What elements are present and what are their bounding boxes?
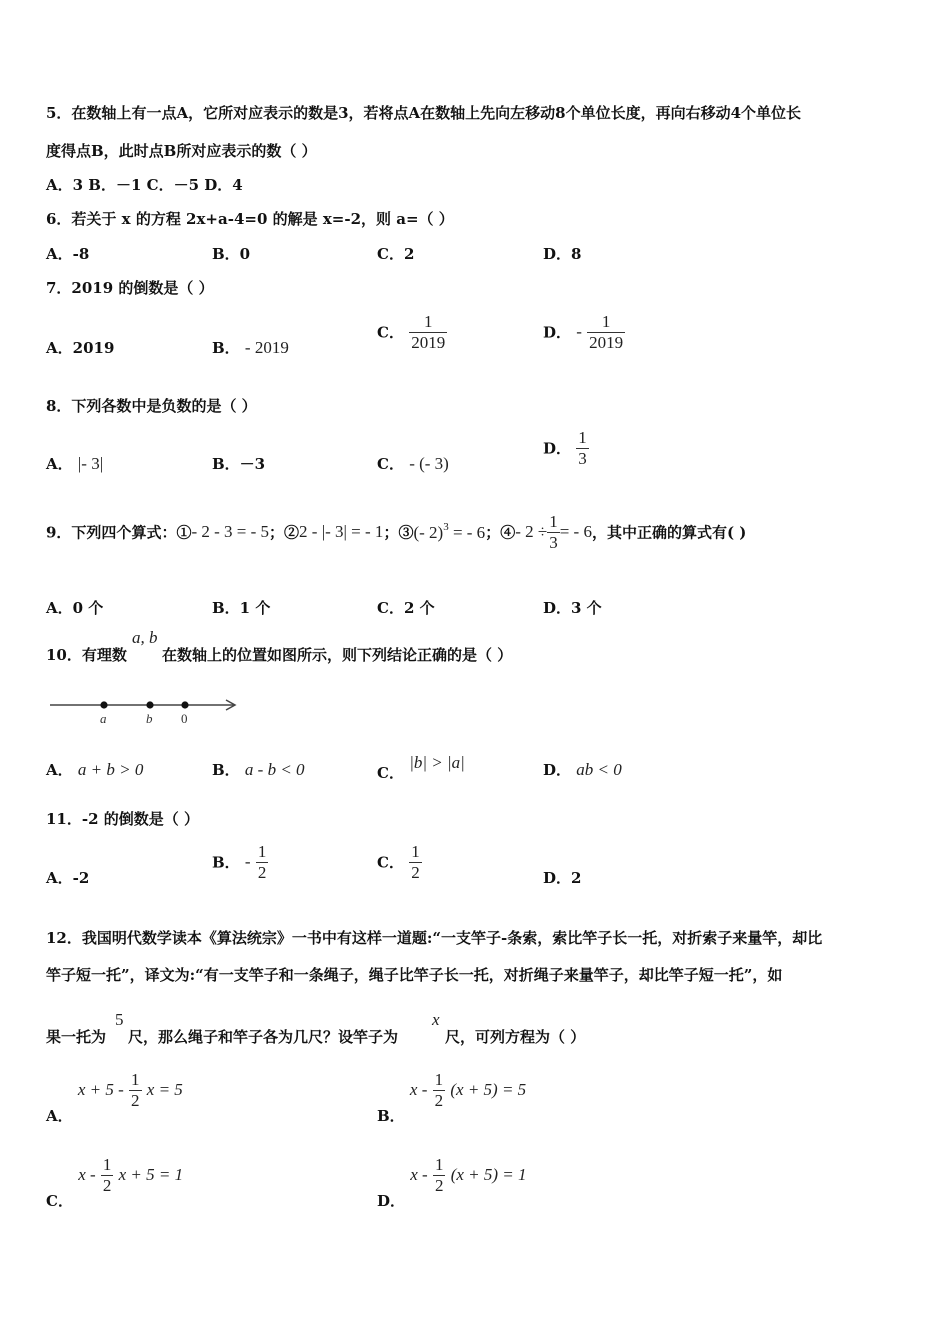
- q12-stem-line3c: 尺，可列方程为（ ）: [445, 1028, 586, 1046]
- point-a: [100, 701, 107, 708]
- q10-option-d-math: ab < 0: [576, 760, 622, 779]
- q12-option-d-num: 1: [434, 1155, 444, 1174]
- q9-expr-3: [413, 523, 485, 542]
- q12-option-a-fraction: [129, 1070, 142, 1110]
- q12-stem-line1: 12．我国明代数学读本《算法统宗》一书中有这样一道题:“一支竿子-条索，索比竿子长一托，对折索子来量竿，却比: [46, 929, 823, 947]
- q8-option-d-num: 1: [578, 428, 587, 447]
- point-b-label: b: [146, 711, 153, 726]
- q11-option-d: D．2: [543, 869, 582, 887]
- q9-sep-3: ；③: [383, 523, 414, 542]
- q12-option-a-label: A．: [46, 1107, 73, 1126]
- q9-option-b: B．1 个: [212, 599, 271, 617]
- q7-option-d: [543, 312, 625, 352]
- q9-expr-3-rest: = - 6: [448, 523, 486, 543]
- q9-option-a: A．0 个: [46, 599, 104, 617]
- q12-option-b-den: 2: [434, 1090, 444, 1110]
- q8-option-a: [46, 453, 103, 474]
- q12-option-a: [46, 1070, 183, 1126]
- q9-expr-4-pre: - 2 ÷: [515, 522, 548, 542]
- point-b: [146, 701, 153, 708]
- q7-option-c-label: C．: [377, 323, 404, 342]
- q7-option-c-den: 2019: [411, 332, 446, 352]
- q12-option-b: [377, 1070, 527, 1126]
- q9-prefix: 9．下列四个算式：①: [46, 523, 192, 542]
- q8-option-d-fraction: [576, 428, 589, 468]
- q9-option-d: D．3 个: [543, 599, 602, 617]
- q12-option-b-fraction: [433, 1070, 446, 1110]
- q12-option-b-num: 1: [434, 1070, 444, 1089]
- point-zero-label: 0: [181, 711, 188, 726]
- q10-option-b: [212, 759, 305, 780]
- q8-stem: 8．下列各数中是负数的是（ ）: [46, 397, 257, 415]
- q12-stem-line3a: 果一托为: [46, 1028, 107, 1046]
- q6-option-c: C．2: [377, 245, 415, 263]
- q9-suffix: ，其中正确的算式有( ): [591, 523, 747, 542]
- q12-option-c-den: 2: [102, 1175, 112, 1195]
- q9-expr-3-base: (- 2): [413, 523, 444, 543]
- q11-option-b-den: 2: [257, 862, 267, 882]
- q9-sep-4: ；④: [485, 523, 516, 542]
- q7-stem: 7．2019 的倒数是（ ）: [46, 279, 214, 297]
- q7-option-a: A．2019: [46, 339, 115, 357]
- q5-stem-line1: 5．在数轴上有一点A，它所对应表示的数是3，若将点A在数轴上先向左移动8个单位长度，再向右移动4个单位长: [46, 104, 802, 122]
- q8-option-b: B．－3: [212, 455, 266, 473]
- q9-expr-2: 2 - |- 3| = - 1: [299, 522, 384, 542]
- q6-stem: 6．若关于 x 的方程 2x+a-4=0 的解是 x=-2，则 a=（ ）: [46, 210, 454, 228]
- q12-option-c-fraction: [101, 1155, 114, 1195]
- q8-option-a-math: |- 3|: [77, 454, 104, 473]
- q9-expr-4-post: = - 6: [559, 522, 592, 542]
- q10-option-d: [543, 759, 622, 780]
- q8-option-d: [543, 428, 589, 468]
- q7-option-d-den: 2019: [589, 332, 624, 352]
- q9-sep-2: ；②: [269, 523, 300, 542]
- q11-option-c-fraction: [409, 842, 422, 882]
- q11-option-b-label: B．: [212, 853, 240, 872]
- q9-option-c: C．2 个: [377, 599, 435, 617]
- q11-option-c: [377, 842, 422, 882]
- q8-option-d-den: 3: [578, 448, 587, 468]
- q6-option-a: A．-8: [46, 245, 90, 263]
- q12-stem-x: x: [432, 1010, 440, 1029]
- q12-option-c-num: 1: [102, 1155, 112, 1174]
- q11-stem: 11．-2 的倒数是（ ）: [46, 810, 199, 828]
- q11-option-b-num: 1: [257, 842, 267, 861]
- q10-option-b-label: B．: [212, 761, 240, 779]
- q11-option-a: A．-2: [46, 869, 90, 887]
- q12-option-b-label: B．: [377, 1107, 405, 1126]
- q12-option-d-fraction: [433, 1155, 446, 1195]
- q12-option-b-post: (x + 5) = 5: [450, 1080, 527, 1100]
- q12-option-a-pre: x + 5 -: [77, 1080, 124, 1100]
- number-line-figure: [40, 690, 250, 730]
- q12-option-c-post: x + 5 = 1: [118, 1165, 184, 1185]
- q12-option-b-pre: x -: [409, 1080, 428, 1100]
- q10-option-d-label: D．: [543, 761, 572, 779]
- q6-option-d: D．8: [543, 245, 582, 263]
- q8-option-c-math: - (- 3): [409, 454, 449, 473]
- q11-option-b: [212, 842, 268, 882]
- q10-option-c: [377, 752, 465, 782]
- q7-option-d-sign: -: [576, 322, 582, 342]
- q7-option-b-label: B．: [212, 339, 240, 357]
- q10-vars: a, b: [132, 628, 158, 647]
- q10-option-c-math: |b| > |a|: [409, 753, 465, 772]
- q7-option-c: [377, 312, 447, 352]
- q11-option-c-den: 2: [411, 862, 420, 882]
- q9-expr-4-num: 1: [549, 512, 558, 531]
- q11-option-b-sign: -: [244, 852, 251, 872]
- q12-option-d: [377, 1155, 527, 1211]
- q12-option-a-post: x = 5: [146, 1080, 183, 1100]
- q12-option-a-den: 2: [131, 1090, 140, 1110]
- q11-option-b-fraction: [256, 842, 269, 882]
- q12-option-d-post: (x + 5) = 1: [450, 1165, 527, 1185]
- q12-option-c: [46, 1155, 184, 1211]
- q9-expr-4-den: 3: [549, 532, 558, 552]
- q7-option-c-fraction: [409, 312, 447, 352]
- q10-stem-pre: 10．有理数: [46, 646, 127, 664]
- q12-option-d-den: 2: [434, 1175, 444, 1195]
- q12-option-c-pre: x -: [78, 1165, 96, 1185]
- q7-option-d-label: D．: [543, 323, 572, 342]
- q10-option-b-math: a - b < 0: [244, 760, 305, 779]
- q8-option-c-label: C．: [377, 455, 404, 473]
- q12-stem-line2: 竿子短一托”，译文为:“有一支竿子和一条绳子，绳子比竿子长一托，对折绳子来量竿子，却比竿子短一托”，如: [46, 966, 783, 984]
- point-a-label: a: [100, 711, 107, 726]
- q5-stem-line2: 度得点B，此时点B所对应表示的数（ ）: [46, 142, 317, 160]
- q12-stem-line3b: 尺，那么绳子和竿子各为几尺？设竿子为: [128, 1028, 399, 1046]
- q10-option-a-label: A．: [46, 761, 73, 779]
- q10-stem-post: 在数轴上的位置如图所示，则下列结论正确的是（ ）: [162, 646, 513, 664]
- q6-option-b: B．0: [212, 245, 251, 263]
- q7-option-d-num: 1: [601, 312, 611, 331]
- q12-option-c-label: C．: [46, 1192, 73, 1211]
- q7-option-c-num: 1: [423, 312, 433, 331]
- q10-option-c-label: C．: [377, 764, 404, 782]
- q7-option-d-fraction: [587, 312, 625, 352]
- q7-option-b-math: - 2019: [244, 338, 289, 357]
- q12-stem-five: 5: [115, 1010, 124, 1029]
- q12-option-d-pre: x -: [410, 1165, 428, 1185]
- q8-option-a-label: A．: [46, 455, 73, 473]
- q8-option-d-label: D．: [543, 439, 572, 458]
- q10-option-a-math: a + b > 0: [77, 760, 144, 779]
- q12-option-a-num: 1: [131, 1070, 140, 1089]
- q9-expr-3-exp: 3: [443, 521, 449, 534]
- q11-option-c-num: 1: [411, 842, 420, 861]
- q10-option-a: [46, 759, 143, 780]
- q9-expr-1: - 2 - 3 = - 5: [191, 522, 270, 542]
- q9-stem: [46, 512, 746, 552]
- q12-option-d-label: D．: [377, 1192, 406, 1211]
- q5-options: A．3 B．－1 C．－5 D．4: [46, 176, 243, 194]
- q7-option-b: [212, 337, 289, 358]
- q11-option-c-label: C．: [377, 853, 404, 872]
- point-zero: [181, 701, 188, 708]
- q8-option-c: [377, 453, 449, 474]
- q9-expr-4-fraction: [547, 512, 560, 552]
